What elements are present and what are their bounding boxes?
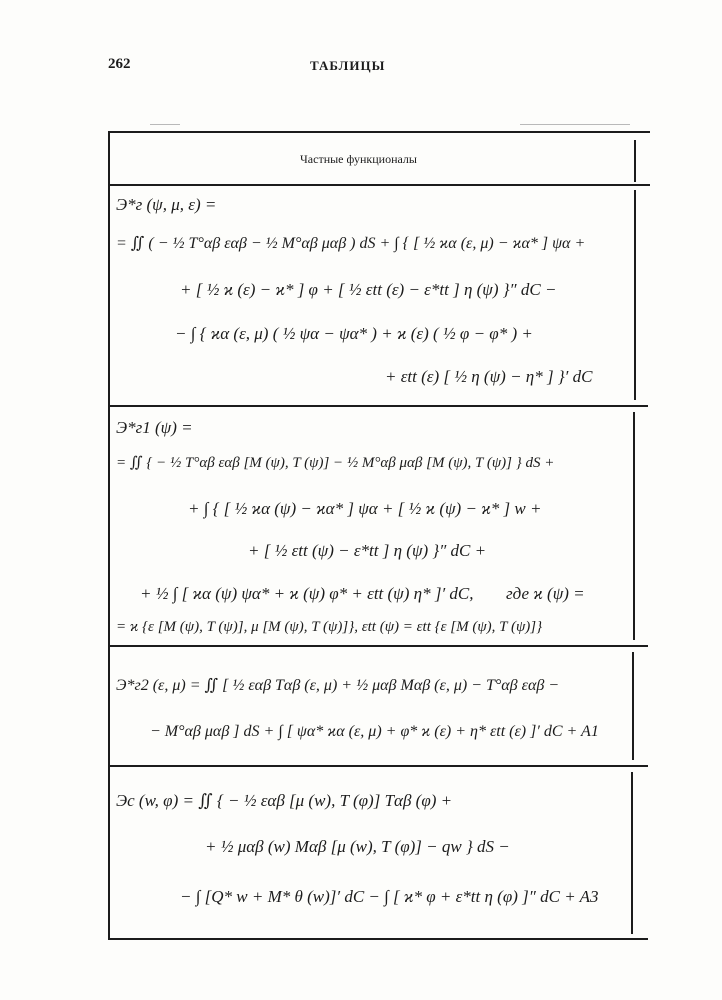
table-caption: Частные функционалы xyxy=(300,152,417,166)
table-top-rule xyxy=(108,131,650,133)
formula-line: + ∫ { [ ½ ϰα (ψ) − ϰα* ] ψα + [ ½ ϰ (ψ) − ϰ* ] w + xyxy=(188,499,542,518)
table-bottom-rule xyxy=(108,938,648,940)
table-right-border xyxy=(632,652,634,760)
formula-line: − ∫ { ϰα (ε, μ) ( ½ ψα − ψα* ) + ϰ (ε) ( ½ φ − φ* ) + xyxy=(175,324,533,343)
table-left-border xyxy=(108,131,110,940)
formula-line: где ϰ (ψ) = xyxy=(506,584,585,603)
formula-line: Э*г2 (ε, μ) = ∬ [ ½ εαβ Tαβ (ε, μ) + ½ μαβ Mαβ (ε, μ) − T°αβ εαβ − xyxy=(116,677,560,694)
table-caption-rule xyxy=(108,184,650,186)
table-right-border xyxy=(634,190,636,400)
block-separator-2 xyxy=(108,645,648,647)
formula-line: − ∫ [Q* w + M* θ (w)]′ dC − ∫ [ ϰ* φ + ε*tt η (φ) ]″ dC + A3 xyxy=(180,887,599,906)
block-separator-1 xyxy=(108,405,648,407)
table-right-border xyxy=(633,412,635,640)
formula-line: + εtt (ε) [ ½ η (ψ) − η* ] }′ dC xyxy=(385,367,593,386)
formula-line: Эс (w, φ) = ∬ { − ½ εαβ [μ (w), T (φ)] Tαβ (φ) + xyxy=(116,791,453,810)
page-number: 262 xyxy=(108,56,131,72)
running-title: ТАБЛИЦЫ xyxy=(310,58,386,73)
print-artifact xyxy=(520,124,630,125)
table-right-border xyxy=(631,772,633,934)
formula-line: Э*г (ψ, μ, ε) = xyxy=(116,195,217,214)
formula-line: = ∬ ( − ½ T°αβ εαβ − ½ M°αβ μαβ ) dS + ∫ { [ ½ ϰα (ε, μ) − ϰα* ] ψα + xyxy=(116,235,586,252)
formula-line: − M°αβ μαβ ] dS + ∫ [ ψα* ϰα (ε, μ) + φ* ϰ (ε) + η* εtt (ε) ]′ dC + A1 xyxy=(150,723,599,740)
formula-line: + [ ½ ϰ (ε) − ϰ* ] φ + [ ½ εtt (ε) − ε*tt ] η (ψ) }″ dC − xyxy=(180,280,557,299)
formula-line: = ϰ {ε [M (ψ), T (ψ)], μ [M (ψ), T (ψ)]}, εtt (ψ) = εtt {ε [M (ψ), T (ψ)]} xyxy=(116,619,543,635)
block-separator-3 xyxy=(108,765,648,767)
formula-line: Э*г1 (ψ) = xyxy=(116,418,193,437)
formula-line: + [ ½ εtt (ψ) − ε*tt ] η (ψ) }″ dC + xyxy=(248,541,487,560)
print-artifact xyxy=(150,124,180,125)
table-right-border xyxy=(634,140,636,182)
formula-line: + ½ μαβ (w) Mαβ [μ (w), T (φ)] − qw } dS − xyxy=(205,837,510,856)
formula-line: + ½ ∫ [ ϰα (ψ) ψα* + ϰ (ψ) φ* + εtt (ψ) η* ]′ dC, xyxy=(140,584,474,603)
formula-line: = ∬ { − ½ T°αβ εαβ [M (ψ), T (ψ)] − ½ M°αβ μαβ [M (ψ), T (ψ)] } dS + xyxy=(116,455,555,471)
